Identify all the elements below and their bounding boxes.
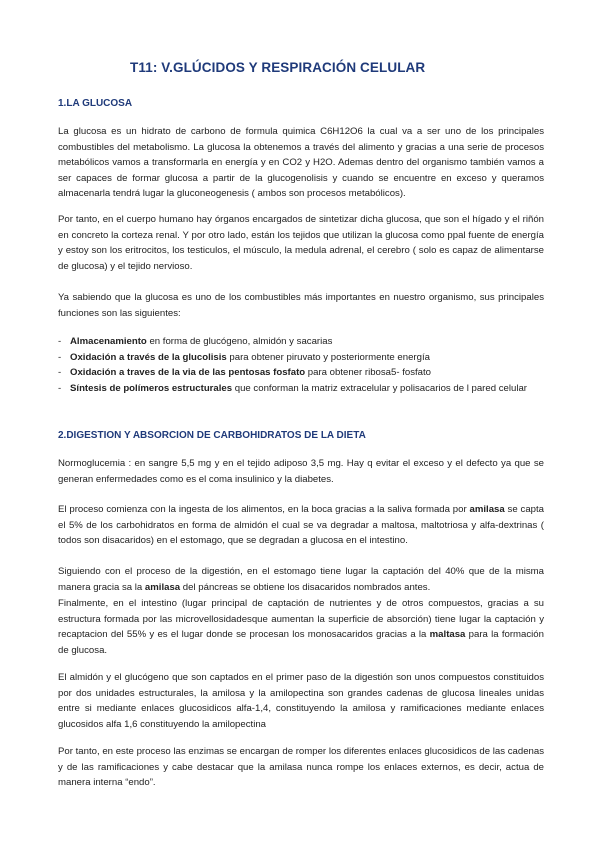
paragraph-proceso-boca: El proceso comienza con la ingesta de los alimentos, en la boca gracias a la saliva formada por amilasa se capta el 5% de los carbohidratos en forma de almidón el cual se va degradar a maltosa, maltotriosa y alfa-dextrinas ( todos son disacaridos) en el estomago, que se degradan a glucosa en el intestino.	[58, 504, 544, 546]
paragraph-intestino: Finalmente, en el intestino (lugar principal de captación de nutrientes y de otros compuestos, gracias a su estructura formada por las microvellosidadesque aumentan la superficie de absorción) tiene lugar la captación y recaptacion del 55% y es el lugar donde se procesan los monosacaridos gracias a la maltasa para la formación de glucosa.	[58, 598, 544, 656]
paragraph-normoglucemia: Normoglucemia : en sangre 5,5 mg y en el tejido adiposo 3,5 mg. Hay q evitar el exceso y el defecto ya que se generan enfermedades como es el coma insulinico y la diabetes.	[58, 458, 544, 485]
paragraph-glucosa-intro: La glucosa es un hidrato de carbono de formula quimica C6H12O6 la cual va a ser uno de los principales combustibles del metabolismo. La glucosa la obtenemos a través del alimento y gracias a una serie de procesos metabólicos vamos a transformarla en energía y en CO2 y H2O. Ademas dentro del organismo también vamos a ser capaces de formar glucosa a partir de la glucogenolisis y cuando se encuentre en exceso y queramos almacenarla tendrá lugar la gluconeogenesis ( ambos son procesos metabólicos).	[58, 126, 544, 199]
page-title: T11: V.GLÚCIDOS Y RESPIRACIÓN CELULAR	[130, 60, 426, 75]
funciones-list	[58, 334, 544, 396]
list-item: - Oxidación a traves de la via de las pentosas fosfato para obtener ribosa5- fosfato	[58, 367, 432, 378]
paragraph-funciones-intro: Ya sabiendo que la glucosa es uno de los combustibles más importantes en nuestro organismo, sus principales funciones son las siguientes:	[58, 292, 544, 319]
list-item: - Almacenamiento en forma de glucógeno, almidón y sacarias	[58, 336, 333, 347]
paragraph-estomago: Siguiendo con el proceso de la digestión, en el estomago tiene lugar la captación del 40% que de la misma manera gracia sa la amilasa del páncreas se obtiene los disacaridos nombrados antes.	[58, 566, 544, 593]
section-heading-glucosa: 1.LA GLUCOSA	[58, 98, 133, 109]
paragraph-organos: Por tanto, en el cuerpo humano hay órganos encargados de sintetizar dicha glucosa, que son el hígado y el riñón en concreto la corteza renal. Y por otro lado, están los tejidos que utilizan la glucosa como ppal fuente de energía y estoy son los eritrocitos, los testiculos, el músculo, la medula adrenal, el cerebro ( solo es capaz de alimentarse de glucosa) y el tejido nervioso.	[58, 214, 544, 272]
list-item: - Síntesis de polímeros estructurales que conforman la matriz extracelular y polisacarios de l pared celular	[58, 382, 527, 394]
list-item: - Oxidación a través de la glucolisis para obtener piruvato y posteriormente energía	[58, 351, 430, 363]
paragraph-enzimas: Por tanto, en este proceso las enzimas se encargan de romper los diferentes enlaces glucosidicos de las cadenas y de las ramificaciones y cabe destacar que la amilasa nunca rompe los enlaces externos, es decir, actua de manera interna “endo”.	[58, 746, 544, 788]
section-heading-digestion: 2.DIGESTION Y ABSORCION DE CARBOHIDRATOS DE LA DIETA	[58, 430, 366, 441]
paragraph-almidon-glucogeno: El almidón y el glucógeno que son captados en el primer paso de la digestión son unos compuestos constituidos por dos unidades estructurales, la amilosa y la amilopectina son grandes cadenas de glucosa lineales unidas entre si mediante enlaces glucosidicos alfa-1,4, constituyendo la amilosa y ramificaciones mediante enlaces glucosidos alfa 1,6 constituyendo la amilopectina	[58, 672, 544, 730]
